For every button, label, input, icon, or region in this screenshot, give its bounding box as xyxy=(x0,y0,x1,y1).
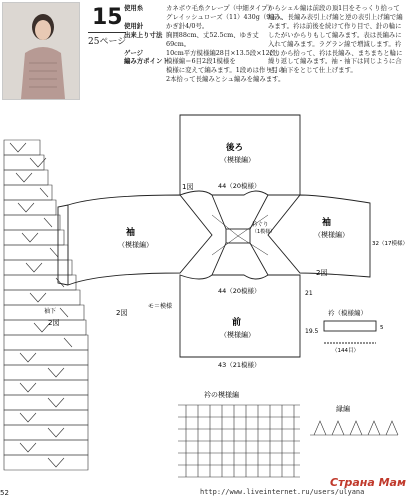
neck-label: 衿ぐり xyxy=(252,222,269,228)
spec-row: 使用針 かぎ針4/0号。 xyxy=(124,21,209,30)
back-title: 後ろ xyxy=(226,143,244,153)
left-stitch-chart xyxy=(4,140,88,470)
neck-opening xyxy=(212,195,268,275)
pattern-number: 15 xyxy=(92,5,123,30)
page-number: 52 xyxy=(0,489,9,497)
spec-row: 編み方ポイント模様編＝6目2段1模様を xyxy=(124,57,236,66)
back-pattern: （模様編） xyxy=(220,156,255,164)
measure-19-5: 19.5 xyxy=(305,328,319,335)
left-chart-label: 袖下 xyxy=(44,308,57,315)
edging-label: 縁編 xyxy=(336,405,350,413)
schematic-diagram xyxy=(0,95,408,490)
motif-note: モ＝模様 xyxy=(148,303,173,310)
collar-title: 衿（模様編） xyxy=(328,309,367,317)
right-sleeve-pattern: （模様編） xyxy=(314,231,349,239)
site-logo: Страна Мам xyxy=(330,476,406,489)
specs-block xyxy=(124,4,287,84)
spec-row: 出来上り寸法 胸囲88cm、丈52.5cm、ゆき丈 xyxy=(124,30,259,39)
spec-row: グレイッシュローズ（11）430g（9玉）。 xyxy=(166,12,287,21)
left-sleeve-title: 袖 xyxy=(126,228,136,238)
front-title: 前 xyxy=(232,318,242,328)
spec-row: ゲージ 10cm平方模様編28目×13.5段×12段。 xyxy=(124,48,283,57)
front-pattern: （模様編） xyxy=(220,331,255,339)
model-photo xyxy=(2,2,80,100)
collar-measure: 5 xyxy=(380,325,384,331)
sleeve-cuff-measure: 32（17模様） xyxy=(372,241,408,247)
spec-row: 69cm。 xyxy=(166,39,191,48)
spec-row: 模様に変えて編みます。1段めは作り目の xyxy=(166,66,285,75)
fig2-left-label: 2図 xyxy=(116,309,128,317)
left-sleeve-pattern: （模様編） xyxy=(118,241,153,249)
measure-21: 21 xyxy=(305,290,313,297)
collar-width: （144目） xyxy=(332,348,359,354)
instructions-text: からシェル編は前段の頂1目をそっくり拾って編み、長編み表引上げ編と逆の表引上げ編で編みます。衿は前後を続けて作り目で、針の輪にしたがいからりもして編みます。表は長編みに入れて編みます。ラグラン線で増減します。衿ぐりから拾って、衿は長編み、まちまちと輪に繰り返して編みます。袖・袖下は同じように合せ、袖下をとじて仕上げます。 xyxy=(268,4,403,75)
left-chart-fig: 2図 xyxy=(48,319,60,327)
spec-row: 使用糸 カネボウ毛糸クレープ（中細タイプ） xyxy=(124,4,275,12)
fig1-label: 1図 xyxy=(182,183,194,191)
spec-row: 2本拾って長編みとシュ編みを編みます。 xyxy=(166,75,285,84)
back-width: 44（20模様） xyxy=(218,182,261,190)
neck-count: （1模様） xyxy=(252,229,276,235)
front-width: 44（20模様） xyxy=(218,287,261,295)
hem-width: 43（21模様） xyxy=(218,361,261,369)
left-sleeve xyxy=(58,195,212,285)
model-photo-art xyxy=(3,3,79,99)
collar-stitch-chart xyxy=(178,405,300,477)
source-url[interactable]: http://www.liveinternet.ru/users/ulyana xyxy=(200,488,365,496)
fig2-label: 2図 xyxy=(316,269,328,277)
collar-piece xyxy=(324,321,376,343)
collar-pattern-label: 衿の模様編 xyxy=(204,391,239,399)
page-reference: 25ページ xyxy=(88,32,126,47)
right-sleeve-title: 袖 xyxy=(322,218,332,228)
edging-stitch-chart xyxy=(310,421,398,435)
